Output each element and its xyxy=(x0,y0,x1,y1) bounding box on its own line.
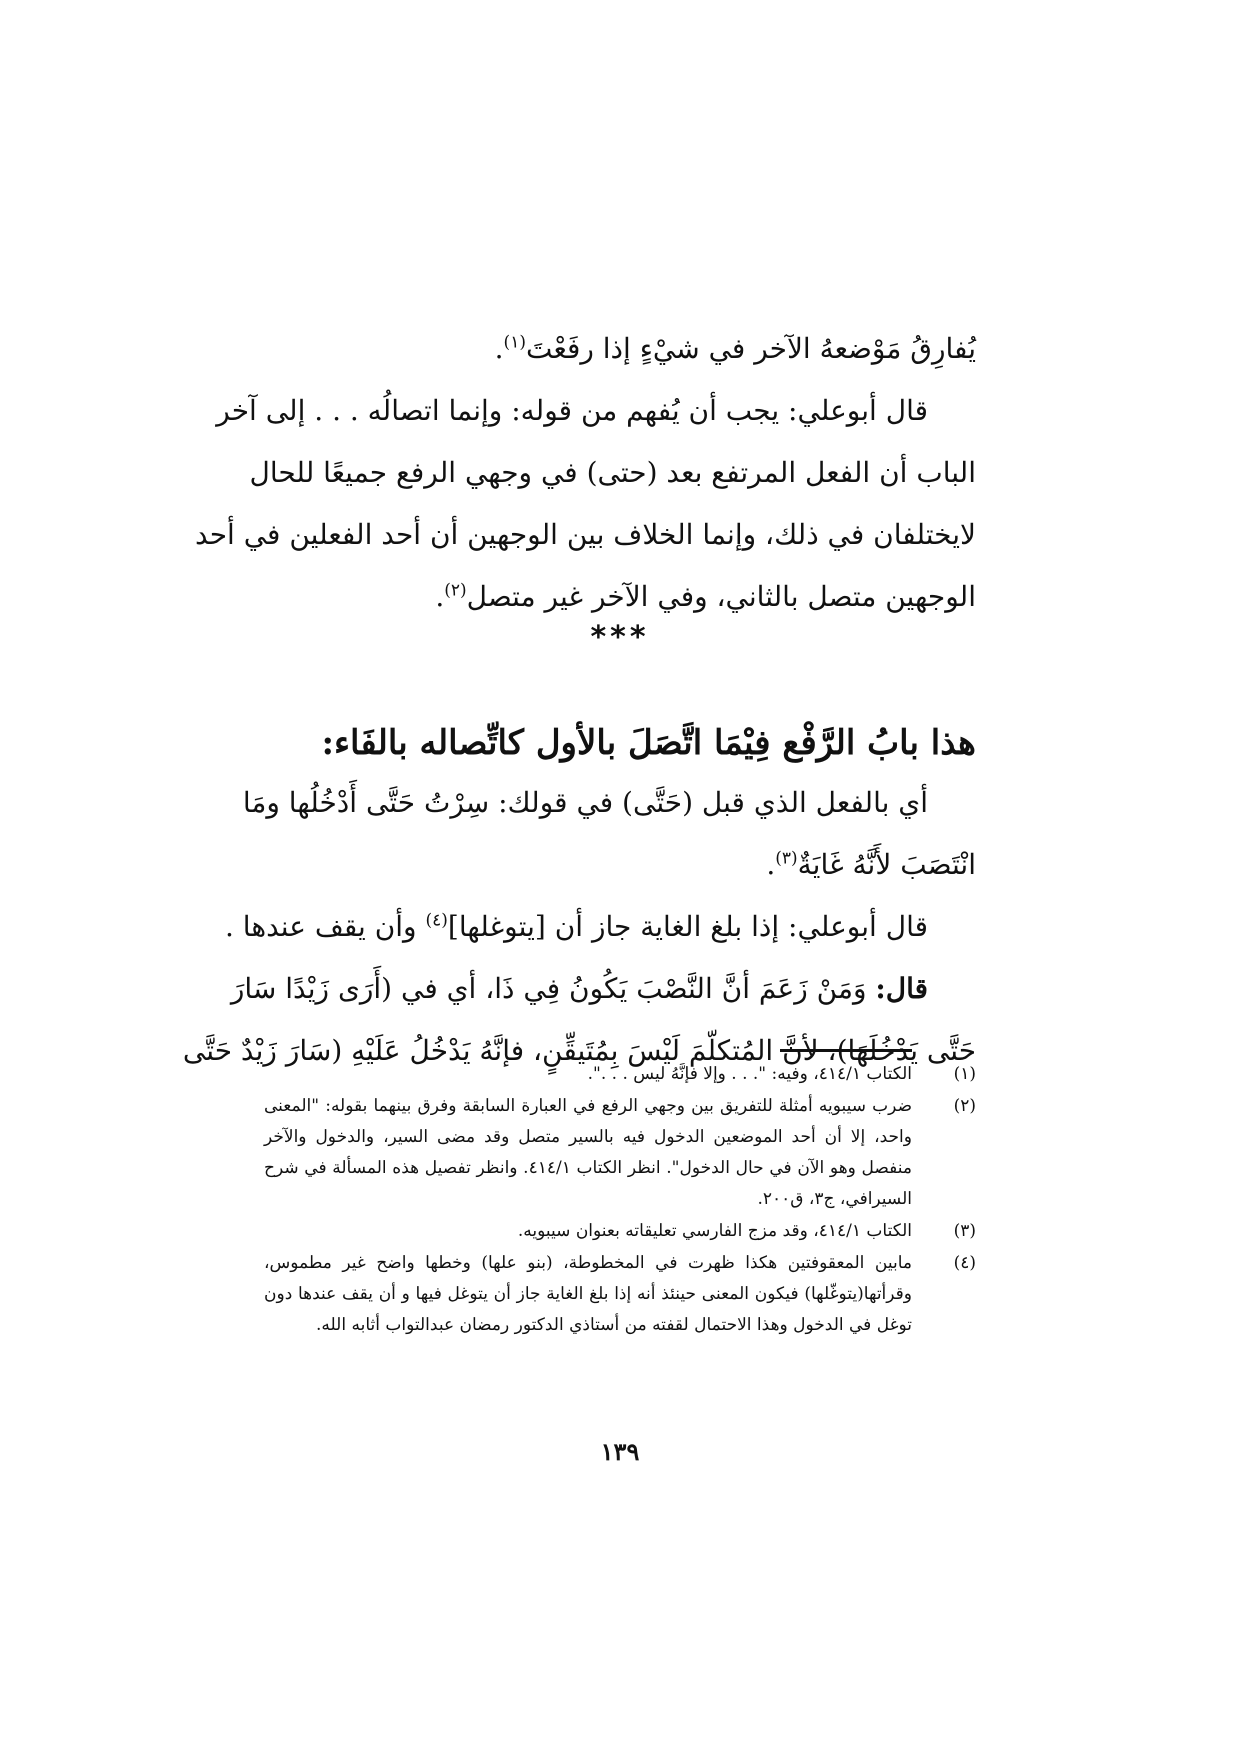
footnote-item xyxy=(264,1248,976,1341)
footnote-item xyxy=(264,1216,976,1247)
footnote-divider xyxy=(780,1049,912,1052)
footnote-text: الكتاب ٤١٤/١، وفيه: ". . . وإلا فإنَّهُ ليس . . .". xyxy=(587,1064,912,1084)
text-line xyxy=(264,834,976,896)
footnote-number: (٣) xyxy=(953,1221,976,1241)
footnote-ref: (٢) xyxy=(444,580,467,601)
footnote-number: (٢) xyxy=(953,1096,976,1116)
footnote-number: (٤) xyxy=(953,1253,976,1273)
text-span: وأن يقف عندها . xyxy=(225,910,417,943)
footnote-text: الكتاب ٤١٤/١، وقد مزج الفارسي تعليقاته بعنوان سيبويه. xyxy=(517,1221,912,1241)
chapter-paragraph xyxy=(182,772,976,1082)
text-span: قال أبوعلي: إذا بلغ الغاية جاز أن [يتوغلها] xyxy=(447,910,928,943)
footnotes-section xyxy=(264,1059,976,1342)
text-span: وَمَنْ زَعَمَ أنَّ النَّصْبَ يَكُونُ فِي ذَا، أي في (أَرَى زَيْدًا سَارَ xyxy=(230,972,867,1005)
page-number: ١٣٩ xyxy=(600,1437,640,1466)
text-line xyxy=(225,896,976,958)
text-line: أي بالفعل الذي قبل (حَتَّى) في قولك: سِرْتُ حَتَّى أَدْخُلُها ومَا xyxy=(242,786,928,819)
text-line: لايختلفان في ذلك، وإنما الخلاف بين الوجهين أن أحد الفعلين في أحد xyxy=(195,518,976,551)
footnote-ref: (٣) xyxy=(775,848,798,869)
text-line: قال أبوعلي: يجب أن يُفهم من قوله: وإنما اتصالُه . . . إلى آخر xyxy=(216,394,928,427)
chapter-heading: هذا بابُ الرَّفْع فِيْمَا اتَّصَلَ بالأول كاتِّصاله بالفَاء: xyxy=(321,723,976,763)
text-span: انْتَصَبَ لأَنَّهُ غَايَةٌ xyxy=(797,848,976,881)
text-span: يُفارِقُ مَوْضعهُ الآخر في شيْءٍ إذا رفَعْتَ xyxy=(525,332,976,365)
footnote-item xyxy=(264,1059,976,1090)
opening-paragraph xyxy=(195,318,976,628)
footnote-ref: (٤) xyxy=(425,910,448,931)
text-line xyxy=(264,566,976,628)
text-span: . xyxy=(766,848,776,881)
footnote-number: (١) xyxy=(953,1064,976,1084)
footnote-text: ضرب سيبويه أمثلة للتفريق بين وجهي الرفع في العبارة السابقة وفرق بينهما بقوله: "المعنى واحد، إلا أن أحد الموضعين الدخول فيه بالسير متصل وقد مضى السير، والدخول والآخر منفصل وهو الآن في حال الدخول". انظر الكتاب ٤١٤/١. وانظر تفصيل هذه المسألة في شرح السيرافي، ج٣، ق٢٠٠. xyxy=(264,1096,912,1209)
text-line: حَتَّى يَدْخُلَهَا)، لأنَّ المُتكلّمَ لَيْسَ بِمُتَيقِّنٍ، فإنَّهُ يَدْخُلُ عَلَيْهِ (سَارَ زَيْدٌ حَتَّى xyxy=(182,1034,976,1067)
text-line xyxy=(264,318,976,380)
speaker-label: قال: xyxy=(875,972,928,1005)
text-span: . xyxy=(435,580,445,613)
text-span: الوجهين متصل بالثاني، وفي الآخر غير متصل xyxy=(466,580,976,613)
section-separator: *** xyxy=(590,620,650,655)
text-line: الباب أن الفعل المرتفع بعد (حتى) في وجهي الرفع جميعًا للحال xyxy=(249,456,976,489)
text-span: . xyxy=(494,332,504,365)
text-line xyxy=(230,958,976,1020)
footnote-item xyxy=(264,1091,976,1215)
footnote-ref: (١) xyxy=(503,332,526,353)
footnote-text: مابين المعقوفتين هكذا ظهرت في المخطوطة، (بنو علها) وخطها واضح غير مطموس، وقرأتها(يتوغّلها) فيكون المعنى حينئذ أنه إذا بلغ الغاية جاز أن يتوغل فيها و أن يقف عندها دون توغل في الدخول وهذا الاحتمال لقفته من أستاذي الدكتور رمضان عبدالتواب أثابه الله. xyxy=(264,1253,912,1335)
